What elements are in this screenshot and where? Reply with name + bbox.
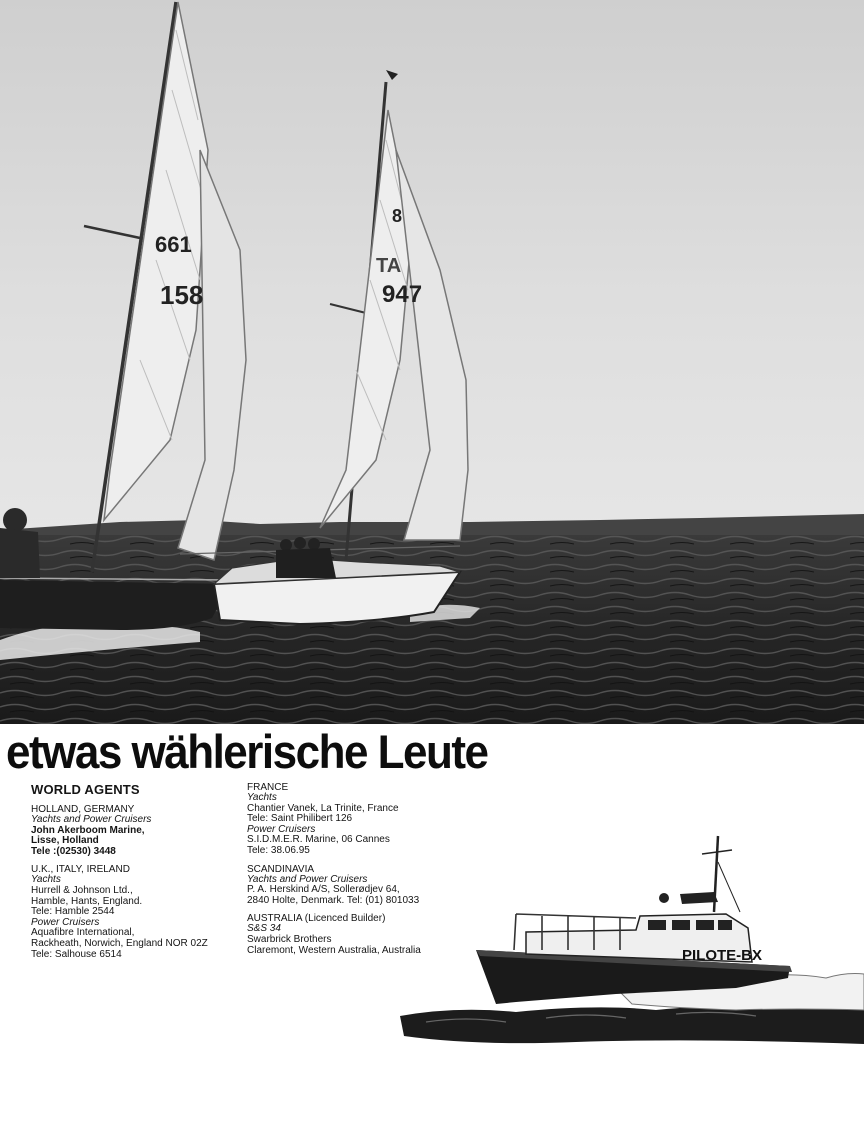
region-name: FRANCE (247, 782, 289, 793)
agent-line: Hamble, Hants, England. (31, 895, 143, 907)
agents-title: WORLD AGENTS (31, 782, 140, 797)
sail-number-8: 8 (392, 206, 403, 226)
agent-line: John Akerboom Marine, (31, 824, 145, 836)
headline: etwas wählerische Leute (6, 726, 488, 779)
agent-line: S.I.D.M.E.R. Marine, 06 Cannes (247, 834, 390, 846)
region-name: AUSTRALIA (Licenced Builder) (247, 913, 386, 925)
region-name: HOLLAND, GERMANY (31, 804, 135, 815)
agent-line: Tele: Salhouse 6514 (31, 948, 122, 960)
agent-line: Swarbrick Brothers (247, 933, 332, 945)
agent-line: Yachts (31, 874, 61, 886)
agent-line: 2840 Holte, Denmark. Tel: (01) 801033 (247, 894, 420, 906)
pilot-boat-image (396, 832, 864, 1052)
agent-line: P. A. Herskind A/S, Sollerødjev 64, (247, 884, 400, 896)
agent-line: S&S 34 (247, 923, 281, 935)
agent-block-uk (31, 864, 241, 960)
sail-number-158: 158 (160, 280, 204, 310)
agent-block-holland (31, 804, 241, 857)
agent-line: Tele: 38.06.95 (247, 844, 310, 856)
boat-water (400, 1005, 864, 1044)
region-name: U.K., ITALY, IRELAND (31, 864, 130, 876)
sail-number-947: 947 (382, 281, 423, 308)
sail-letters-ta: TA (376, 255, 402, 277)
agents-column-left (31, 782, 241, 967)
boat-hull-lettering: PILOTE-BX (682, 947, 763, 964)
pilot-boat-illustration (396, 832, 864, 1052)
agent-line: Claremont, Western Australia, Australia (247, 944, 421, 956)
agent-line: Rackheath, Norwich, England NOR 02Z (31, 937, 208, 949)
agent-line: Power Cruisers (31, 916, 100, 928)
agent-line: Power Cruisers (247, 823, 316, 835)
agent-line: Lisse, Holland (31, 835, 99, 847)
agent-line: Yachts (247, 792, 277, 803)
dark-yacht-hull (0, 580, 230, 630)
sail-number-661: 661 (155, 232, 192, 257)
agent-line: Aquafibre International, (31, 927, 135, 939)
agent-line: Yachts and Power Cruisers (247, 873, 368, 885)
agent-line: Tele: Saint Philibert 126 (247, 813, 353, 825)
agent-line: Hurrell & Johnson Ltd., (31, 884, 133, 896)
agent-line: Tele: Hamble 2544 (31, 906, 115, 918)
agent-line: Chantier Vanek, La Trinite, France (247, 802, 399, 814)
agent-line: Yachts and Power Cruisers (31, 814, 152, 825)
region-name: SCANDINAVIA (247, 863, 315, 875)
agent-line: Tele :(02530) 3448 (31, 845, 116, 857)
